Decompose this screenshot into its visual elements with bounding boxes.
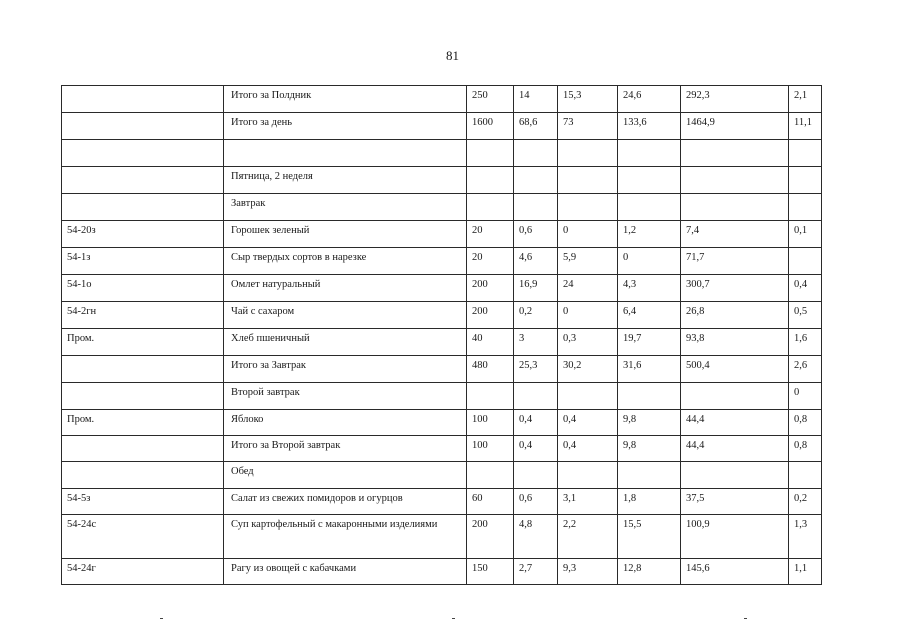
energy-value-cell — [681, 140, 789, 167]
item-name-cell: Пятница, 2 неделя — [224, 167, 467, 194]
vitamin-c-cell: 0,1 — [789, 221, 822, 248]
vitamin-c-cell — [789, 167, 822, 194]
portion-weight-cell: 480 — [467, 356, 514, 383]
vitamin-c-cell: 11,1 — [789, 113, 822, 140]
table-row — [62, 383, 822, 410]
vitamin-c-cell: 2,1 — [789, 86, 822, 113]
portion-weight-cell: 150 — [467, 559, 514, 585]
item-name-cell: Омлет натуральный — [224, 275, 467, 302]
item-name-cell: Итого за Завтрак — [224, 356, 467, 383]
carbohydrates-cell: 1,2 — [618, 221, 681, 248]
table-row — [62, 194, 822, 221]
fat-cell — [558, 140, 618, 167]
protein-cell: 68,6 — [514, 113, 558, 140]
protein-cell: 0,6 — [514, 489, 558, 515]
table-row — [62, 462, 822, 489]
table-row — [62, 275, 822, 302]
protein-cell: 0,6 — [514, 221, 558, 248]
item-name-cell: Сыр твердых сортов в нарезке — [224, 248, 467, 275]
item-name-cell: Итого за Второй завтрак — [224, 436, 467, 462]
carbohydrates-cell: 9,8 — [618, 436, 681, 462]
vitamin-c-cell: 2,6 — [789, 356, 822, 383]
carbohydrates-cell: 133,6 — [618, 113, 681, 140]
table-row — [62, 113, 822, 140]
vitamin-c-cell: 0,8 — [789, 436, 822, 462]
table-row — [62, 248, 822, 275]
carbohydrates-cell: 12,8 — [618, 559, 681, 585]
portion-weight-cell: 20 — [467, 248, 514, 275]
portion-weight-cell — [467, 140, 514, 167]
carbohydrates-cell: 19,7 — [618, 329, 681, 356]
fat-cell: 3,1 — [558, 489, 618, 515]
item-code-cell: 54-5з — [62, 489, 224, 515]
fat-cell: 73 — [558, 113, 618, 140]
protein-cell: 3 — [514, 329, 558, 356]
carbohydrates-cell — [618, 462, 681, 489]
item-code-cell — [62, 462, 224, 489]
protein-cell: 25,3 — [514, 356, 558, 383]
table-row — [62, 302, 822, 329]
vitamin-c-cell: 0,4 — [789, 275, 822, 302]
energy-value-cell: 71,7 — [681, 248, 789, 275]
carbohydrates-cell — [618, 167, 681, 194]
energy-value-cell: 93,8 — [681, 329, 789, 356]
energy-value-cell: 500,4 — [681, 356, 789, 383]
fat-cell — [558, 194, 618, 221]
protein-cell — [514, 383, 558, 410]
item-name-cell: Итого за день — [224, 113, 467, 140]
vitamin-c-cell: 1,1 — [789, 559, 822, 585]
protein-cell — [514, 194, 558, 221]
energy-value-cell — [681, 167, 789, 194]
vitamin-c-cell — [789, 194, 822, 221]
item-code-cell — [62, 194, 224, 221]
carbohydrates-cell: 6,4 — [618, 302, 681, 329]
item-name-cell: Завтрак — [224, 194, 467, 221]
item-code-cell — [62, 167, 224, 194]
protein-cell: 4,8 — [514, 515, 558, 559]
table-row — [62, 489, 822, 515]
fat-cell: 0 — [558, 221, 618, 248]
item-name-cell: Яблоко — [224, 410, 467, 436]
energy-value-cell: 37,5 — [681, 489, 789, 515]
item-name-cell: Итого за Полдник — [224, 86, 467, 113]
item-name-cell: Рагу из овощей с кабачками — [224, 559, 467, 585]
item-name-cell: Суп картофельный с макаронными изделиями — [224, 515, 467, 559]
carbohydrates-cell: 4,3 — [618, 275, 681, 302]
vitamin-c-cell — [789, 462, 822, 489]
protein-cell: 0,4 — [514, 436, 558, 462]
protein-cell — [514, 462, 558, 489]
item-code-cell: Пром. — [62, 329, 224, 356]
fat-cell: 9,3 — [558, 559, 618, 585]
energy-value-cell: 26,8 — [681, 302, 789, 329]
energy-value-cell: 100,9 — [681, 515, 789, 559]
vitamin-c-cell: 0,2 — [789, 489, 822, 515]
portion-weight-cell: 100 — [467, 410, 514, 436]
item-code-cell: 54-20з — [62, 221, 224, 248]
energy-value-cell: 145,6 — [681, 559, 789, 585]
item-name-cell: Второй завтрак — [224, 383, 467, 410]
table-row — [62, 221, 822, 248]
carbohydrates-cell — [618, 383, 681, 410]
energy-value-cell: 292,3 — [681, 86, 789, 113]
item-name-cell: Чай с сахаром — [224, 302, 467, 329]
portion-weight-cell: 100 — [467, 436, 514, 462]
table-row — [62, 86, 822, 113]
item-code-cell: 54-24г — [62, 559, 224, 585]
item-code-cell: 54-24с — [62, 515, 224, 559]
fat-cell: 0,4 — [558, 436, 618, 462]
portion-weight-cell — [467, 194, 514, 221]
portion-weight-cell — [467, 462, 514, 489]
energy-value-cell: 44,4 — [681, 436, 789, 462]
portion-weight-cell: 1600 — [467, 113, 514, 140]
energy-value-cell — [681, 194, 789, 221]
scan-edge-marks — [0, 618, 905, 624]
protein-cell — [514, 167, 558, 194]
item-code-cell — [62, 383, 224, 410]
item-code-cell: 54-1з — [62, 248, 224, 275]
fat-cell: 30,2 — [558, 356, 618, 383]
protein-cell: 0,4 — [514, 410, 558, 436]
fat-cell: 0 — [558, 302, 618, 329]
fat-cell: 5,9 — [558, 248, 618, 275]
portion-weight-cell: 200 — [467, 275, 514, 302]
page-number: 81 — [446, 48, 459, 63]
fat-cell: 0,3 — [558, 329, 618, 356]
item-name-cell: Обед — [224, 462, 467, 489]
carbohydrates-cell: 15,5 — [618, 515, 681, 559]
portion-weight-cell: 200 — [467, 515, 514, 559]
energy-value-cell: 44,4 — [681, 410, 789, 436]
carbohydrates-cell: 0 — [618, 248, 681, 275]
portion-weight-cell: 40 — [467, 329, 514, 356]
carbohydrates-cell: 31,6 — [618, 356, 681, 383]
item-name-cell: Хлеб пшеничный — [224, 329, 467, 356]
item-name-cell — [224, 140, 467, 167]
portion-weight-cell: 60 — [467, 489, 514, 515]
item-code-cell: Пром. — [62, 410, 224, 436]
item-name-cell: Салат из свежих помидоров и огурцов — [224, 489, 467, 515]
table-row — [62, 329, 822, 356]
carbohydrates-cell: 1,8 — [618, 489, 681, 515]
item-code-cell: 54-1о — [62, 275, 224, 302]
protein-cell: 16,9 — [514, 275, 558, 302]
table-row — [62, 167, 822, 194]
portion-weight-cell: 250 — [467, 86, 514, 113]
protein-cell: 2,7 — [514, 559, 558, 585]
fat-cell — [558, 167, 618, 194]
item-code-cell — [62, 86, 224, 113]
vitamin-c-cell: 0,8 — [789, 410, 822, 436]
fat-cell: 0,4 — [558, 410, 618, 436]
portion-weight-cell: 200 — [467, 302, 514, 329]
vitamin-c-cell: 1,3 — [789, 515, 822, 559]
carbohydrates-cell — [618, 194, 681, 221]
carbohydrates-cell — [618, 140, 681, 167]
item-code-cell — [62, 436, 224, 462]
table-row — [62, 410, 822, 436]
vitamin-c-cell: 0,5 — [789, 302, 822, 329]
energy-value-cell — [681, 383, 789, 410]
menu-table — [61, 85, 822, 585]
fat-cell: 2,2 — [558, 515, 618, 559]
menu-table-body — [62, 86, 822, 585]
fat-cell — [558, 383, 618, 410]
fat-cell: 15,3 — [558, 86, 618, 113]
item-name-cell: Горошек зеленый — [224, 221, 467, 248]
vitamin-c-cell: 0 — [789, 383, 822, 410]
vitamin-c-cell: 1,6 — [789, 329, 822, 356]
protein-cell: 14 — [514, 86, 558, 113]
carbohydrates-cell: 9,8 — [618, 410, 681, 436]
item-code-cell — [62, 113, 224, 140]
item-code-cell — [62, 356, 224, 383]
table-row — [62, 140, 822, 167]
table-row — [62, 436, 822, 462]
table-row — [62, 515, 822, 559]
table-row — [62, 559, 822, 585]
item-code-cell — [62, 140, 224, 167]
fat-cell: 24 — [558, 275, 618, 302]
fat-cell — [558, 462, 618, 489]
protein-cell: 0,2 — [514, 302, 558, 329]
protein-cell — [514, 140, 558, 167]
portion-weight-cell — [467, 383, 514, 410]
portion-weight-cell — [467, 167, 514, 194]
portion-weight-cell: 20 — [467, 221, 514, 248]
protein-cell: 4,6 — [514, 248, 558, 275]
table-row — [62, 356, 822, 383]
item-code-cell: 54-2гн — [62, 302, 224, 329]
vitamin-c-cell — [789, 248, 822, 275]
energy-value-cell — [681, 462, 789, 489]
energy-value-cell: 300,7 — [681, 275, 789, 302]
vitamin-c-cell — [789, 140, 822, 167]
energy-value-cell: 1464,9 — [681, 113, 789, 140]
carbohydrates-cell: 24,6 — [618, 86, 681, 113]
energy-value-cell: 7,4 — [681, 221, 789, 248]
